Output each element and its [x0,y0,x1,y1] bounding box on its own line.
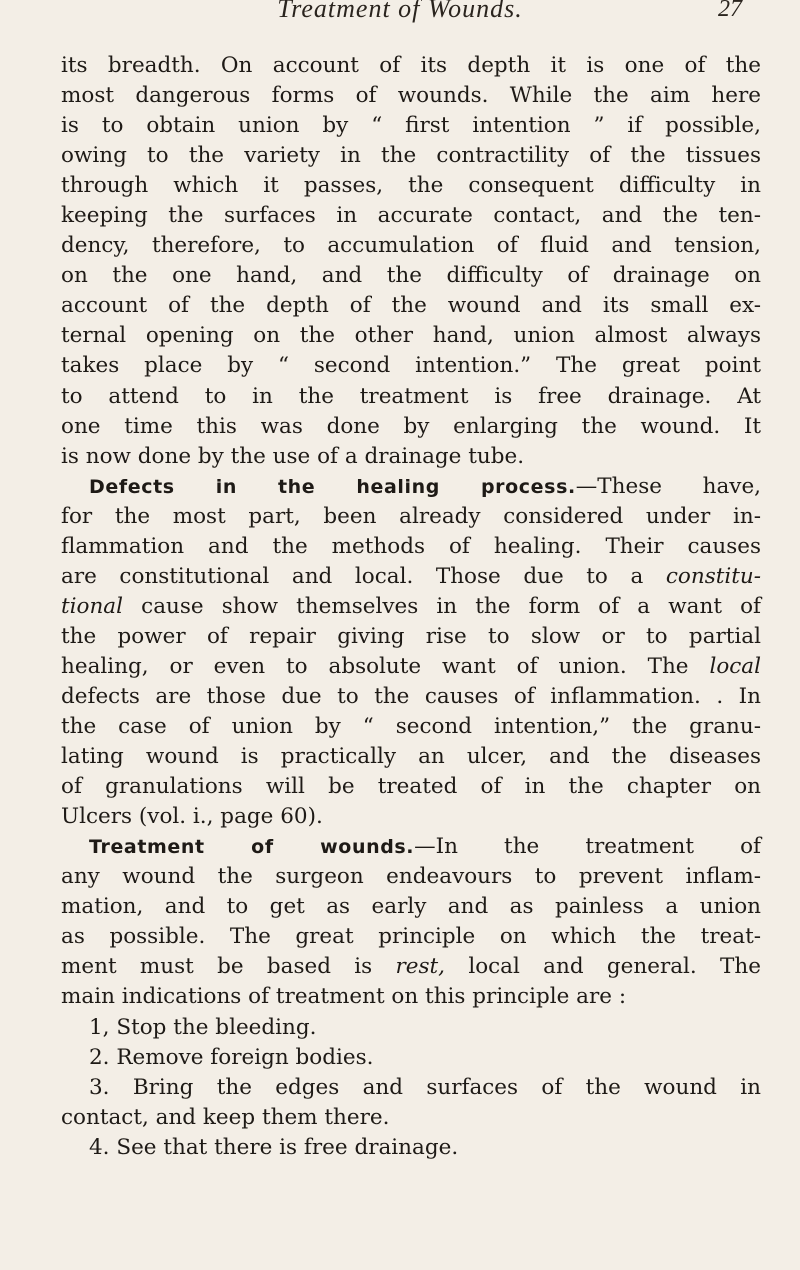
line-text: through which it passes, the consequent difficulty in [61,173,761,199]
text-line [61,1073,761,1103]
line-text: defects are those due to the causes of inflammation. . In [61,683,761,709]
text-line [61,1133,761,1163]
line-text: 4. See that there is free drainage. [89,1134,459,1160]
text-line [61,862,761,892]
line-text: 3. Bring the edges and surfaces of the wound in [89,1074,761,1100]
text-line [61,712,761,742]
line-text: owing to the variety in the contractility of the tissues [61,143,761,169]
line-text: main indications of treatment on this principle are : [61,984,627,1010]
text-line [61,412,761,442]
line-text: most dangerous forms of wounds. While the aim here [61,83,761,109]
text-line [61,111,761,141]
text-line [61,832,761,862]
italic-text: local [709,653,761,679]
section-heading: Treatment of wounds. [89,836,415,859]
text-line [61,261,761,291]
line-text: lating wound is practically an ulcer, and the diseases [61,744,761,770]
line-text: healing, or even to absolute want of union. The [61,653,710,679]
text-line [61,622,761,652]
italic-text: rest, [395,954,446,980]
line-text: local and general. The [445,954,761,980]
line-text: Ulcers (vol. i., page 60). [61,804,323,830]
line-text: account of the depth of the wound and its small ex- [61,293,761,319]
text-line [61,442,761,472]
line-text: is now done by the use of a drainage tube. [61,443,525,469]
section-heading: Defects in the healing process. [89,475,576,498]
text-line [61,532,761,562]
page-header [0,0,800,24]
text-line [61,141,761,171]
line-text: dency, therefore, to accumulation of fluid and tension, [61,233,761,259]
line-text: ternal opening on the other hand, union almost always [61,323,761,349]
text-line [61,171,761,201]
line-text: is to obtain union by “ first intention ” if possible, [61,113,761,139]
line-text: the case of union by “ second intention,” the granu- [61,714,761,740]
line-text: for the most part, been already considered under in- [61,503,761,529]
text-line [61,51,761,81]
text-line [61,652,761,682]
text-line [61,351,761,381]
line-text: flammation and the methods of healing. Their causes [61,533,761,559]
text-line [61,382,761,412]
text-line [61,892,761,922]
text-line [61,231,761,261]
text-line [61,81,761,111]
text-line [61,982,761,1012]
line-text: —In the treatment of [414,834,761,860]
line-text: to attend to in the treatment is free drainage. At [61,383,761,409]
page-number: 27 [718,0,742,22]
line-text: cause show themselves in the form of a want of [123,593,761,619]
line-text: as possible. The great principle on which the treat- [61,924,761,950]
text-line [61,592,761,622]
italic-text: constitu- [665,563,761,589]
line-text: are constitutional and local. Those due to a [61,563,666,589]
line-text: 2. Remove foreign bodies. [89,1044,374,1070]
line-text: of granulations will be treated of in the chapter on [61,774,761,800]
line-text: takes place by “ second intention.” The great point [61,353,761,379]
text-line [61,1103,761,1133]
line-text: 1, Stop the bleeding. [89,1014,317,1040]
text-line [61,1043,761,1073]
body-text [61,51,761,1163]
text-line [61,802,761,832]
line-text: its breadth. On account of its depth it is one of the [61,53,761,78]
line-text: ment must be based is [61,954,396,980]
italic-text: tional [61,593,124,619]
text-line [61,682,761,712]
text-line [61,201,761,231]
text-line [61,742,761,772]
text-line [61,502,761,532]
line-text: one time this was done by enlarging the wound. It [61,413,761,439]
text-line [61,952,761,982]
running-title: Treatment of Wounds. [277,0,523,23]
text-line [61,922,761,952]
line-text: —These have, [575,473,762,499]
text-line [61,1013,761,1043]
line-text: mation, and to get as early and as painless a union [61,894,761,920]
text-line [61,472,761,502]
text-line [61,562,761,592]
text-line [61,321,761,351]
line-text: on the one hand, and the difficulty of drainage on [61,263,761,289]
line-text: the power of repair giving rise to slow or to partial [61,623,761,649]
text-line [61,772,761,802]
line-text: contact, and keep them there. [61,1104,390,1130]
line-text: any wound the surgeon endeavours to prevent inflam- [61,864,761,890]
text-line [61,291,761,321]
line-text: keeping the surfaces in accurate contact, and the ten- [61,203,761,229]
